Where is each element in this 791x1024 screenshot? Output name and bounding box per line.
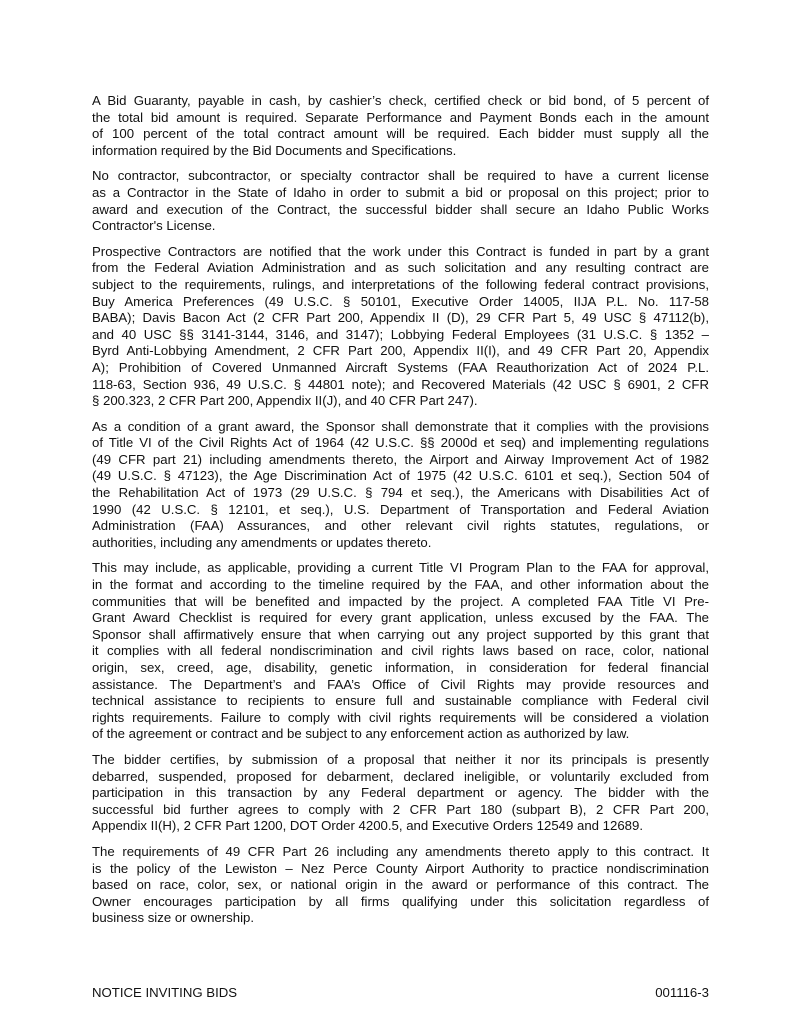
footer-page-number: 001116-3 [655, 985, 709, 1000]
footer-section-title: NOTICE INVITING BIDS [92, 985, 238, 1000]
text-line: and 40 USC §§ 3141-3144, 3146, and 3147); Lobbying Federal Employees (31 U.S.C. § 1352 – [92, 326, 709, 342]
text-line: Buy America Preferences (49 U.S.C. § 50101, Executive Order 14005, IIJA P.L. No. 117-58 [92, 293, 709, 309]
text-line: communities that will be benefited and impacted by the project. A completed FAA Title VI Pre- [92, 593, 709, 609]
text-line: Appendix II(H), 2 CFR Part 1200, DOT Order 4200.5, and Executive Orders 12549 and 12689. [92, 818, 644, 834]
text-line: The requirements of 49 CFR Part 26 including any amendments thereto apply to this contract. It [92, 843, 709, 859]
text-line: subject to the requirements, rulings, and interpretations of the following federal contract provisions, [92, 276, 709, 292]
text-line: Administration (FAA) Assurances, and other relevant civil rights statutes, regulations, or [92, 518, 709, 534]
text-line: 118-63, Section 936, 49 U.S.C. § 44801 note); and Recovered Materials (42 USC § 6901, 2 CFR [92, 376, 709, 392]
text-line: authorities, including any amendments or updates thereto. [92, 534, 432, 550]
text-line: A Bid Guaranty, payable in cash, by cashier’s check, certified check or bid bond, of 5 percent of [92, 93, 709, 108]
text-line: A); Prohibition of Covered Unmanned Aircraft Systems (FAA Reauthorization Act of 2024 P.L. [92, 359, 709, 375]
paragraph-contractor-license [92, 168, 709, 234]
text-line: the total bid amount is required. Separate Performance and Payment Bonds each in the amount [92, 109, 709, 125]
paragraph-dbe-requirements [92, 844, 709, 927]
text-line: BABA); Davis Bacon Act (2 CFR Part 200, Appendix II (D), 29 CFR Part 5, 49 USC § 47112(b), [92, 310, 709, 326]
text-line: Contractor's License. [92, 218, 216, 234]
text-line: 1990 (42 U.S.C. § 12101, et seq.), U.S. Department of Transportation and Federal Aviation [92, 501, 709, 517]
text-line: technical assistance to recipients to ensure full and sustainable compliance with Federal civil [92, 693, 709, 709]
text-line: participation in this transaction by any Federal department or agency. The bidder with the [92, 785, 709, 801]
paragraph-bid-guaranty [92, 93, 709, 159]
text-line: Owner encourages participation by all firms qualifying under this solicitation regardless of [92, 893, 709, 909]
text-line: it complies with all federal nondiscrimination and civil rights laws based on race, color, national [92, 643, 709, 659]
page-footer [92, 985, 709, 1000]
paragraph-civil-rights [92, 419, 709, 552]
paragraph-debarment [92, 752, 709, 835]
text-line: (49 U.S.C. § 47123), the Age Discrimination Act of 1975 (42 U.S.C. 6101 et seq.), Section 504 of [92, 468, 709, 484]
text-line: business size or ownership. [92, 910, 254, 926]
text-line: Sponsor shall affirmatively ensure that when carrying out any project supported by this grant that [92, 626, 709, 642]
text-line: of 100 percent of the total contract amount will be required. Each bidder must supply all the [92, 126, 709, 142]
text-line: based on race, color, sex, or national origin in the award or performance of this contract. The [92, 877, 709, 893]
text-line: the Rehabilitation Act of 1973 (29 U.S.C. § 794 et seq.), the Americans with Disabilities Act of [92, 485, 709, 501]
text-line: The bidder certifies, by submission of a proposal that neither it nor its principals is presently [92, 751, 709, 767]
text-line: This may include, as applicable, providing a current Title VI Program Plan to the FAA for approval, [92, 560, 709, 576]
text-line: § 200.323, 2 CFR Part 200, Appendix II(J), and 40 CFR Part 247). [92, 393, 478, 409]
text-line: rights requirements. Failure to comply with civil rights requirements will be considered a violation [92, 709, 709, 725]
text-line: assistance. The Department’s and FAA’s Office of Civil Rights may provide resources and [92, 676, 709, 692]
paragraph-federal-provisions [92, 244, 709, 410]
text-line: in the format and according to the timeline required by the FAA, and other information about the [92, 577, 709, 593]
text-line: origin, sex, creed, age, disability, genetic information, in consideration for federal financial [92, 660, 709, 675]
document-body [92, 93, 709, 936]
text-line: debarred, suspended, proposed for debarment, declared ineligible, or voluntarily excluded from [92, 768, 709, 784]
text-line: Prospective Contractors are notified that the work under this Contract is funded in part by a grant [92, 243, 709, 259]
text-line: successful bid further agrees to comply with 2 CFR Part 180 (subpart B), 2 CFR Part 200, [92, 801, 709, 817]
text-line: Byrd Anti-Lobbying Amendment, 2 CFR Part 200, Appendix II(I), and 49 CFR Part 20, Appendix [92, 343, 709, 359]
paragraph-title-vi [92, 560, 709, 743]
text-line: award and execution of the Contract, the successful bidder shall secure an Idaho Public Works [92, 201, 709, 217]
text-line: Grant Award Checklist is required for every grant application, unless excused by the FAA. The [92, 610, 709, 626]
text-line: is the policy of the Lewiston – Nez Perce County Airport Authority to practice nondiscrimination [92, 860, 709, 876]
text-line: from the Federal Aviation Administration and as such solicitation and any resulting contract are [92, 260, 709, 276]
text-line: No contractor, subcontractor, or specialty contractor shall be required to have a current license [92, 168, 709, 184]
text-line: of Title VI of the Civil Rights Act of 1964 (42 U.S.C. §§ 2000d et seq) and implementing regulations [92, 435, 709, 451]
text-line: of the agreement or contract and be subject to any enforcement action as authorized by law. [92, 726, 630, 742]
text-line: as a Contractor in the State of Idaho in order to submit a bid or proposal on this project; prior to [92, 184, 709, 200]
text-line: (49 CFR part 21) including amendments thereto, the Airport and Airway Improvement Act of 1982 [92, 451, 709, 467]
text-line: information required by the Bid Documents and Specifications. [92, 142, 457, 158]
text-line: As a condition of a grant award, the Sponsor shall demonstrate that it complies with the provisions [92, 418, 709, 434]
